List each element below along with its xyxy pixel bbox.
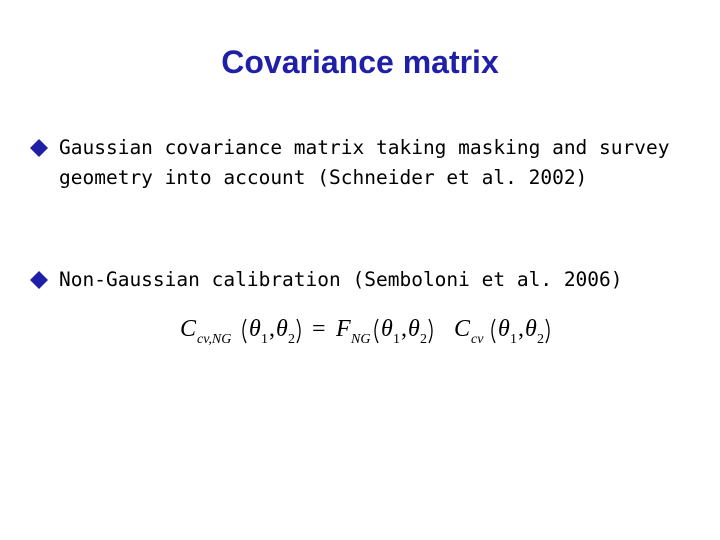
diamond-bullet-icon	[30, 139, 48, 157]
eq-f-symbol: F	[336, 316, 351, 342]
eq-sub-1: 1	[393, 332, 400, 347]
eq-sub-1: 1	[510, 332, 517, 347]
eq-comma: ,	[518, 316, 524, 342]
eq-theta-2: θ	[408, 316, 420, 342]
eq-theta-1: θ	[498, 316, 510, 342]
equation-graphic	[150, 306, 590, 356]
eq-c-symbol: C	[454, 316, 471, 342]
eq-theta-2: θ	[525, 316, 537, 342]
bullet-text: Gaussian covariance matrix taking masking and survey geometry into account (Schneider et al. 2002)	[59, 136, 682, 189]
eq-theta-2: θ	[276, 316, 288, 342]
eq-sub-2: 2	[537, 332, 544, 347]
bullet-item-gaussian	[30, 133, 700, 193]
diamond-bullet-icon	[30, 271, 48, 289]
eq-comma: ,	[269, 316, 275, 342]
eq-comma: ,	[401, 316, 407, 342]
eq-theta-1: θ	[249, 316, 261, 342]
bullet-item-non-gaussian	[30, 265, 700, 295]
eq-lhs-symbol: C	[180, 316, 197, 342]
eq-sub-1: 1	[261, 332, 268, 347]
eq-equals: =	[312, 316, 326, 342]
eq-theta-1: θ	[381, 316, 393, 342]
covariance-equation	[150, 306, 590, 356]
eq-sub-2: 2	[420, 332, 427, 347]
slide-title: Covariance matrix	[221, 44, 499, 80]
eq-lhs-subscript: cv,NG	[197, 332, 232, 347]
bullet-text: Non-Gaussian calibration (Semboloni et al. 2006)	[59, 268, 623, 291]
eq-f-subscript: NG	[351, 332, 371, 347]
eq-sub-2: 2	[288, 332, 295, 347]
eq-c-subscript: cv	[471, 332, 484, 347]
